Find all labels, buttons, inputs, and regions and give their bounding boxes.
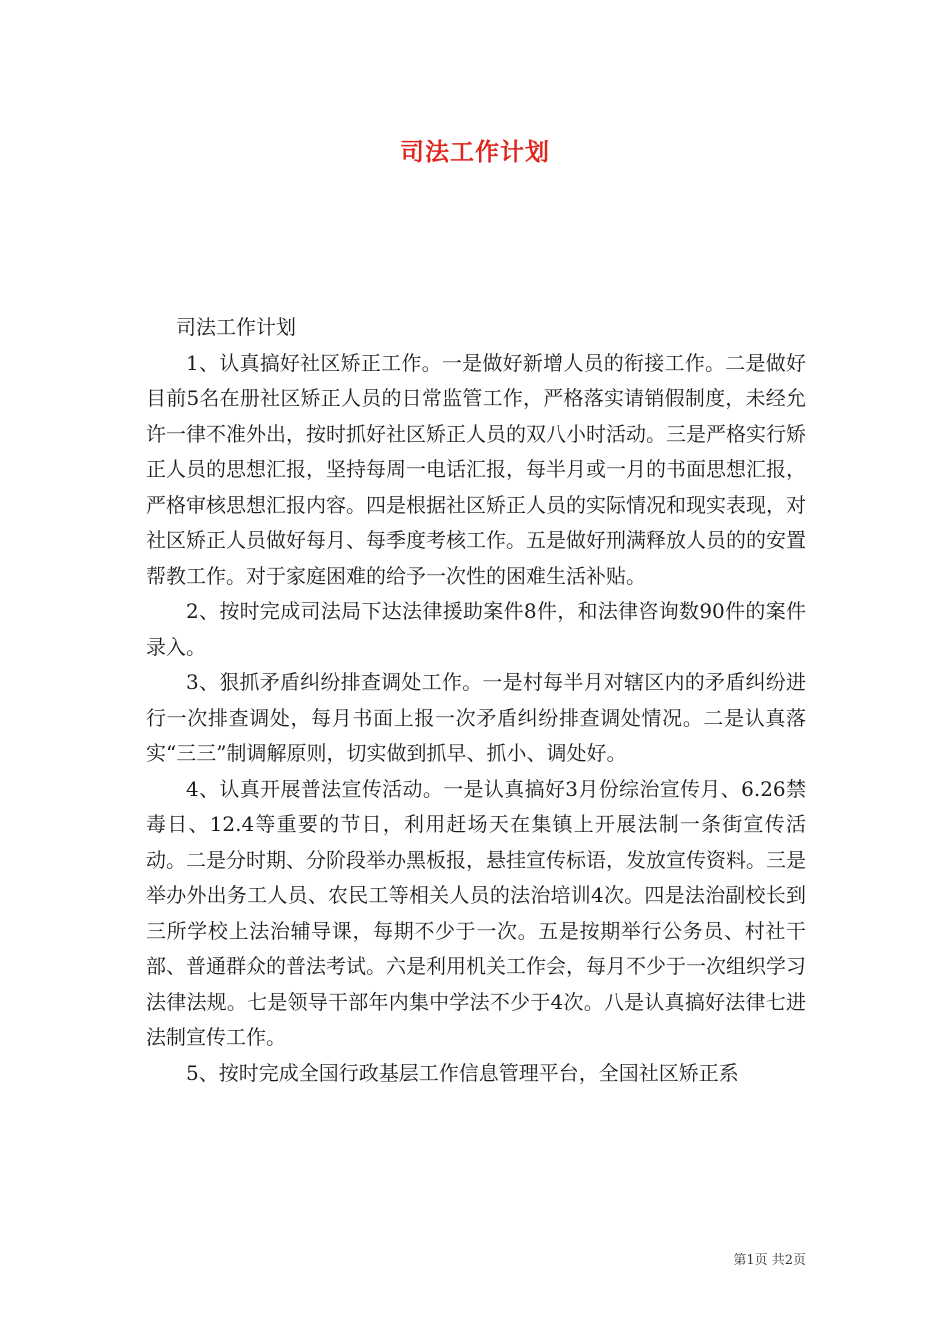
paragraph-item-3: 3、狠抓矛盾纠纷排查调处工作。一是村每半月对辖区内的矛盾纠纷进行一次排查调处，每月书面上报一次矛盾纠纷排查调处情况。二是认真落实“三三”制调解原则，切实做到抓早、抓小、调处好。 (146, 670, 806, 765)
paragraph-item-4: 4、认真开展普法宣传活动。一是认真搞好3月份综治宣传月、6.26禁毒日、12.4等重要的节日，利用赶场天在集镇上开展法制一条街宣传活动。二是分时期、分阶段举办黑板报，悬挂宣传标语，发放宣传资料。三是举办外出务工人员、农民工等相关人员的法治培训4次。四是法治副校长到三所学校上法治辅导课，每期不少于一次。五是按期举行公务员、村社干部、普通群众的普法考试。六是利用机关工作会，每月不少于一次组织学习法律法规。七是领导干部年内集中学法不少于4次。八是认真搞好法律七进法制宣传工作。 (146, 776, 806, 1049)
paragraph-heading: 司法工作计划 (176, 315, 296, 339)
paragraph-item-5: 5、按时完成全国行政基层工作信息管理平台，全国社区矫正系 (186, 1060, 739, 1085)
page-number: 第1页 共2页 (733, 1253, 806, 1268)
paragraph-item-2: 2、按时完成司法局下达法律援助案件8件，和法律咨询数90件的案件录入。 (146, 599, 806, 659)
paragraph-item-1: 1、认真搞好社区矫正工作。一是做好新增人员的衔接工作。二是做好目前5名在册社区矫正人员的日常监管工作，严格落实请销假制度，未经允许一律不准外出，按时抓好社区矫正人员的双八小时活动。三是严格实行矫正人员的思想汇报，坚持每周一电话汇报，每半月或一月的书面思想汇报，严格审核思想汇报内容。四是根据社区矫正人员的实际情况和现实表现，对社区矫正人员做好每月、每季度考核工作。五是做好刑满释放人员的的安置帮教工作。对于家庭困难的给予一次性的困难生活补贴。 (146, 350, 806, 588)
document-body (146, 310, 806, 1091)
document-title: 司法工作计划 (400, 137, 550, 166)
